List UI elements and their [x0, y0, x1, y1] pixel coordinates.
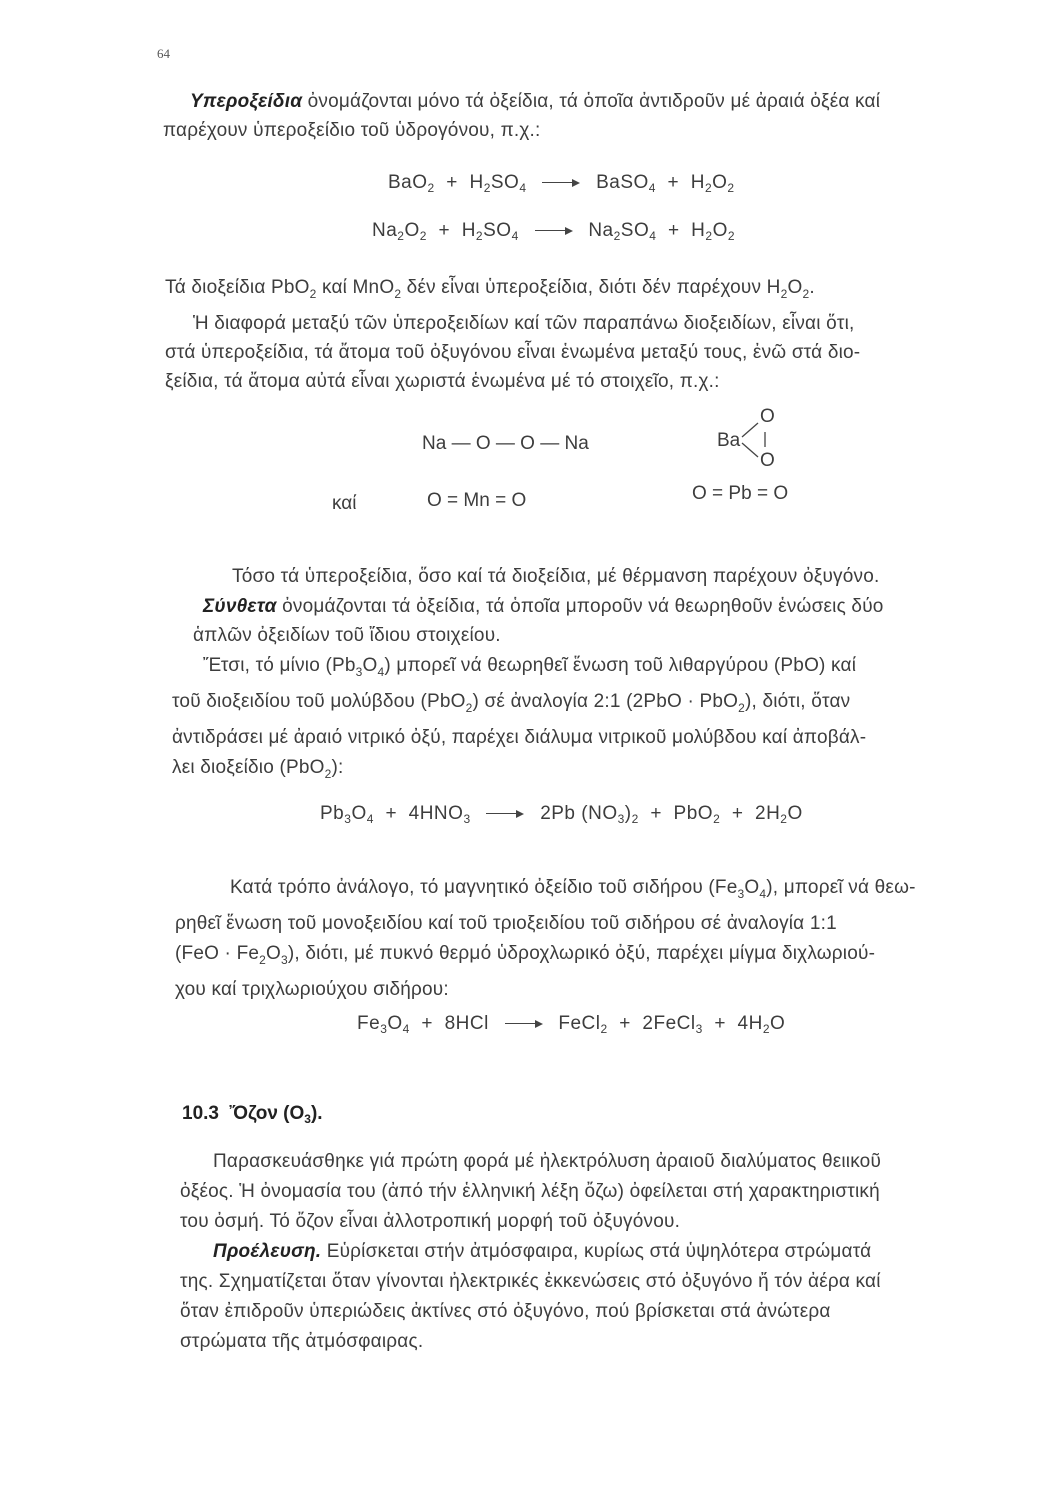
- structure-o-bottom: O: [760, 450, 775, 471]
- text-line: τοῦ διοξειδίου τοῦ μολύβδου (PbO$_2$) σέ ἀναλογία 2:1 (2PbO · PbO$_2$), διότι, ὅταν: [172, 690, 851, 715]
- text-line: Τά διοξείδια PbO$_2$ καί MnO$_2$ δέν εἶναι ὑπεροξείδια, διότι δέν παρέχουν $H_2O_2$.: [165, 277, 815, 301]
- section-heading: 10.3 Ὄζον $(O_3)$.: [182, 1103, 323, 1126]
- text-line: στά ὑπεροξείδια, τά ἄτομα τοῦ ὀξυγόνου εἶναι ἑνωμένα μεταξύ τους, ἐνῶ στά διο-: [165, 341, 861, 363]
- reaction-arrow-icon: [535, 226, 573, 236]
- paragraph-ozone: [180, 1147, 881, 1357]
- text-line: $(FeO \cdot Fe_2O_3)$, διότι, μέ πυκνό θερμό ὑδροχλωρικό ὀξύ, παρέχει μίγμα διχλωριού-: [175, 942, 876, 967]
- text-line: της. Σχηματίζεται ὅταν γίνονται ἠλεκτρικές ἐκκενώσεις στό ὀξυγόνο ἤ τόν ἀέρα καί: [180, 1271, 881, 1292]
- text-line: Ἔτσι, τό μίνιο $(Pb_3O_4)$ μπορεῖ νά θεωρηθεῖ ἕνωση τοῦ λιθαργύρου (PbO) καί: [203, 654, 857, 679]
- kai-label: καί: [332, 493, 357, 514]
- paragraph-magnetite: [175, 873, 916, 1005]
- term-origin: Προέλευση.: [213, 1241, 322, 1262]
- structure-ba-label: Ba: [717, 430, 741, 451]
- equation-pb3o4: $Pb_3O_4 + 4HNO_3$ 2Pb $(NO_3)_2 + PbO_2 + 2H_2O$: [320, 803, 803, 826]
- text-line: Τόσο τά ὑπεροξείδια, ὅσο καί τά διοξείδια, μέ θέρμανση παρέχουν ὀξυγόνο.: [232, 566, 880, 587]
- structure-o-top: O: [760, 406, 775, 427]
- paragraph-composite-oxides: [172, 562, 884, 789]
- text-line: παρέχουν ὑπεροξείδιο τοῦ ὑδρογόνου, π.χ.:: [163, 120, 541, 141]
- paragraph-dioxides: [165, 273, 860, 396]
- reaction-arrow-icon: [486, 809, 524, 819]
- text-line: Προέλευση. Εὑρίσκεται στήν ἀτμόσφαιρα, κυρίως στά ὑψηλότερα στρώματά: [213, 1241, 872, 1262]
- text-line: ξείδια, τά ἄτομα αὐτά εἶναι χωριστά ἑνωμένα μέ τό στοιχεῖο, π.χ.:: [165, 370, 720, 392]
- equation-na2o2: $Na_2O_2 + H_2SO_4$ $Na_2SO_4 + H_2O_2$: [372, 220, 736, 243]
- text-line: ἁπλῶν ὀξειδίων τοῦ ἴδιου στοιχείου.: [193, 625, 501, 646]
- text-line: Ἡ διαφορά μεταξύ τῶν ὑπεροξειδίων καί τῶν παραπάνω διοξειδίων, εἶναι ὅτι,: [193, 312, 855, 334]
- equation-bao2: $BaO_2 + H_2SO_4$ BaSO$_4$ + $H_2O_2$: [388, 172, 735, 195]
- structure-mno2: O = Mn = O: [427, 490, 527, 511]
- reaction-arrow-icon: [505, 1019, 543, 1029]
- peroxide-bond-lines: [740, 415, 780, 465]
- reaction-arrow-icon: [542, 178, 580, 188]
- term-peroxides: Υπεροξείδια: [190, 91, 303, 112]
- term-composite: Σύνθετα: [203, 595, 277, 617]
- text-line: στρώματα τῆς ἀτμόσφαιρας.: [180, 1331, 424, 1352]
- paragraph-peroxides: [163, 87, 881, 145]
- text-line: Παρασκευάσθηκε γιά πρώτη φορά μέ ἠλεκτρόλυση ἀραιοῦ διαλύματος θειικοῦ: [213, 1151, 882, 1172]
- text-line: ἀντιδράσει μέ ἀραιό νιτρικό ὀξύ, παρέχει διάλυμα νιτρικοῦ μολύβδου καί ἀποβάλ-: [172, 727, 867, 749]
- text-line: χου καί τριχλωριούχου σιδήρου:: [175, 978, 449, 1000]
- text-line: Σύνθετα ὀνομάζονται τά ὀξείδια, τά ὁποῖα μποροῦν νά θεωρηθοῦν ἑνώσεις δύο: [203, 595, 884, 617]
- structure-na2o2: Na — O — O — Na: [422, 433, 589, 454]
- text-line: Υπεροξείδια ὀνομάζονται μόνο τά ὀξείδια, τά ὁποῖα ἀντιδροῦν μέ ἀραιά ὀξέα καί: [190, 91, 881, 112]
- text-line: Κατά τρόπο ἀνάλογο, τό μαγνητικό ὀξείδιο τοῦ σιδήρου $(Fe_3O_4)$, μπορεῖ νά θεω-: [230, 877, 916, 901]
- equation-fe3o4: $Fe_3O_4 + 8HCl$ FeCl$_2$ + 2FeCl$_3$ + $4H_2O$: [357, 1013, 786, 1036]
- page-number: 64: [157, 46, 170, 61]
- text-line: ὅταν ἐπιδροῦν ὑπεριώδεις ἀκτίνες στό ὀξυγόνο, πού βρίσκεται στά ἀνώτερα: [180, 1301, 831, 1322]
- text-line: ὀξέος. Ἡ ὀνομασία του (ἀπό τήν ἑλληνική λέξη ὄζω) ὀφείλεται στή χαρακτηριστική: [180, 1181, 880, 1202]
- text-line: ρηθεῖ ἕνωση τοῦ μονοξειδίου καί τοῦ τριοξειδίου τοῦ σιδήρου σέ ἀναλογία 1:1: [175, 912, 837, 934]
- text-line: λει διοξείδιο (PbO$_2$):: [172, 756, 344, 781]
- text-line: του ὀσμή. Τό ὄζον εἶναι ἀλλοτροπική μορφή τοῦ ὀξυγόνου.: [180, 1211, 681, 1232]
- structure-pbo2: O = Pb = O: [692, 483, 789, 504]
